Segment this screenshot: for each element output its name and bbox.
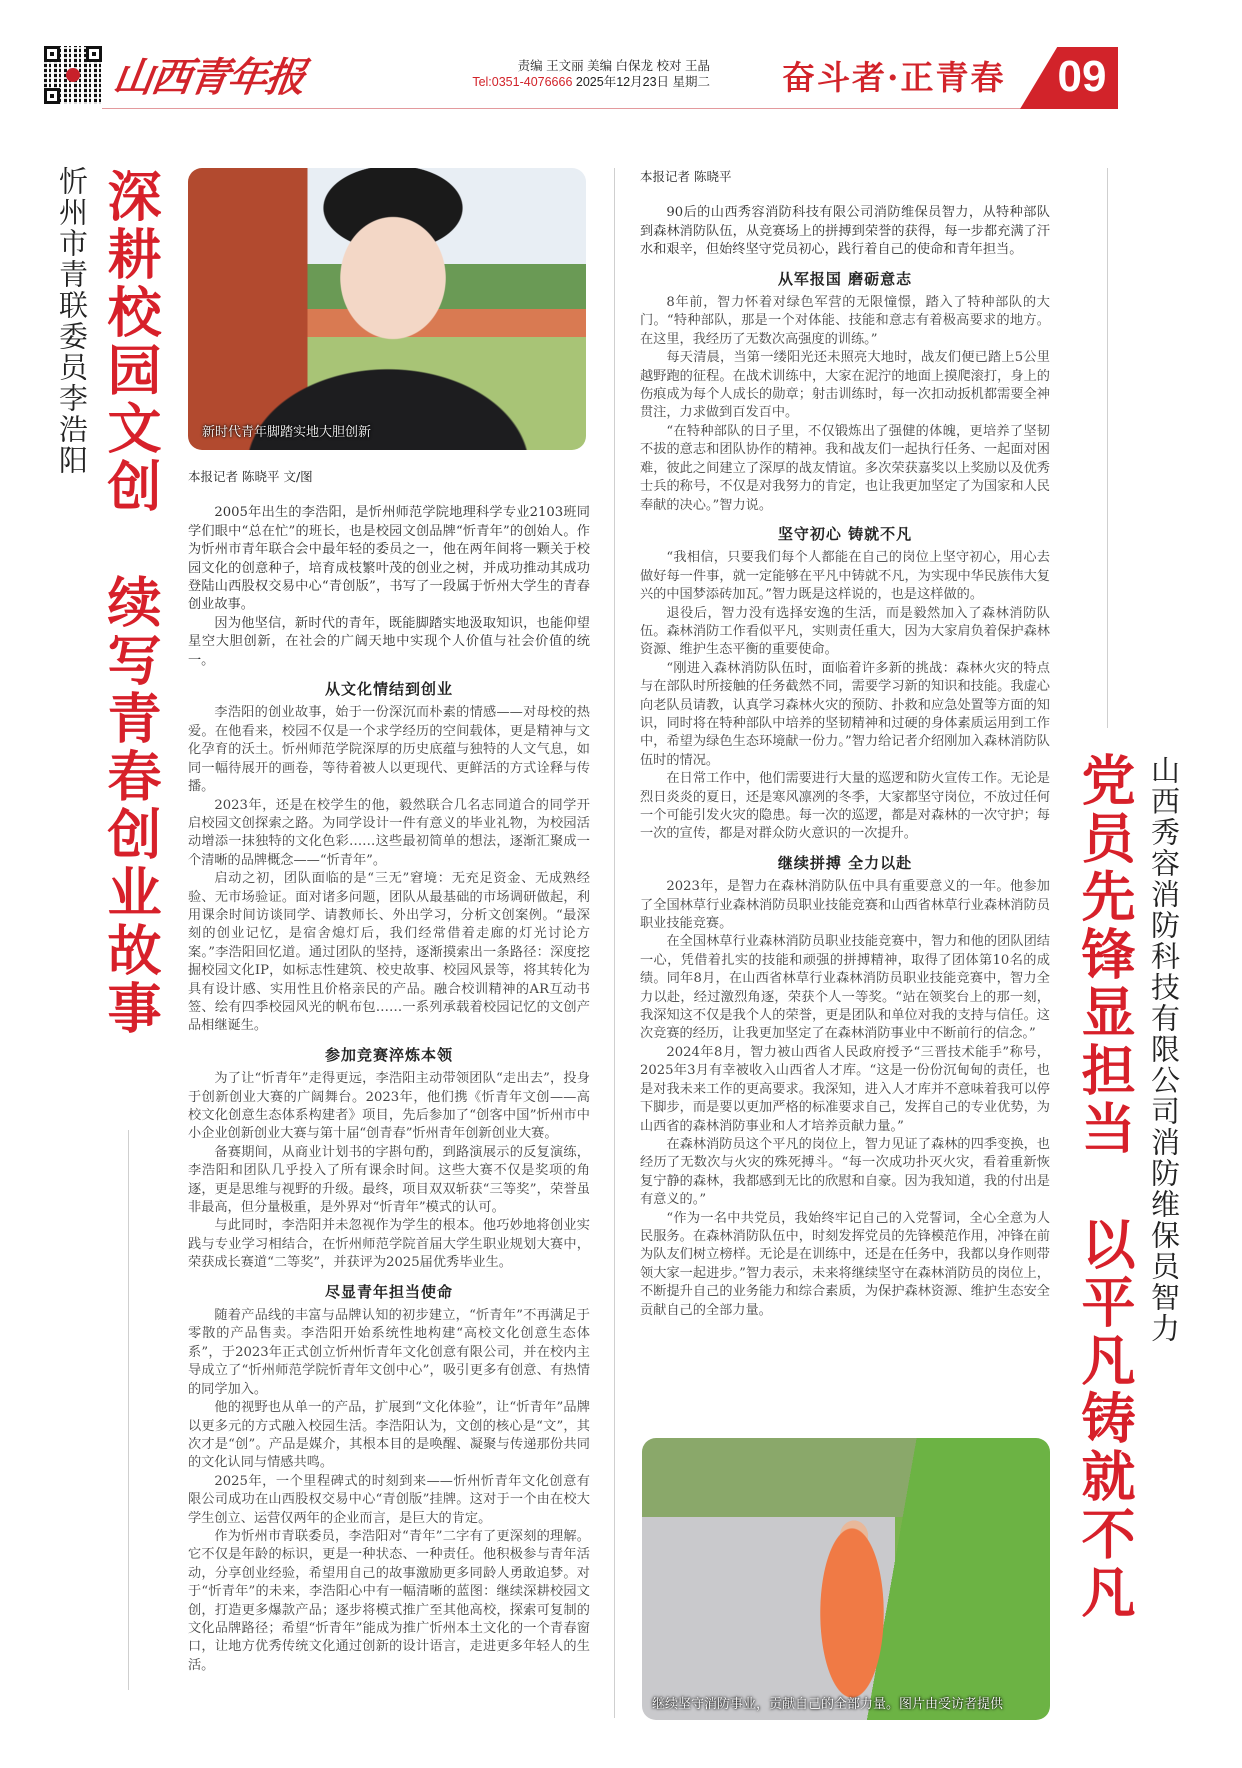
center-column-divider bbox=[614, 168, 615, 1718]
photo-li-haoyang bbox=[188, 168, 586, 450]
left-story-headline: 深耕校园文创 续写青春创业故事 bbox=[99, 168, 162, 1038]
masthead bbox=[0, 0, 1242, 130]
qr-code-icon[interactable] bbox=[44, 46, 102, 104]
paragraph: 2023年，还是在校学生的他，毅然联合几名志同道合的同学开启校园文创探索之路。为同学设计一件有意义的毕业礼物，为校园活动增添一抹独特的文化色彩……这些最初简单的想法，逐渐汇聚成一个清晰的品牌概念——“忻青年”。 bbox=[188, 797, 590, 868]
section-heading: 尽显青年担当使命 bbox=[324, 1282, 453, 1301]
lead-paragraph: 因为他坚信，新时代的青年，既能脚踏实地汲取知识，也能仰望星空大胆创新，在社会的广阔天地中实现个人价值与社会价值的统一。 bbox=[188, 615, 590, 668]
left-column-divider bbox=[128, 1130, 129, 1690]
paragraph: 为了让“忻青年”走得更远，李浩阳主动带领团队“走出去”，投身于创新创业大赛的广阔舞台。2023年，他们携《忻青年文创——高校文化创意生态体系构建者》项目，先后参加了“创客中国”忻州市中小企业创新创业大赛与第十届“创青春”忻州青年创新创业大赛。 bbox=[188, 1071, 590, 1142]
section-heading: 从军报国 磨砺意志 bbox=[777, 269, 913, 288]
left-story-subtitle: 忻州市青联委员李浩阳 bbox=[55, 166, 89, 476]
section-title: 奋斗者·正青春 bbox=[782, 58, 1006, 97]
paragraph: 备赛期间，从商业计划书的字斟句酌，到路演展示的反复演练，李浩阳和团队几乎投入了所有课余时间。这些大赛不仅是奖项的角逐，更是思维与视野的升级。最终，项目双双斩获“三等奖”，荣誉虽非最高，但分量极重，是外界对“忻青年”模式的认可。 bbox=[188, 1144, 590, 1216]
page-number: 09 bbox=[1057, 52, 1107, 101]
right-article bbox=[640, 168, 1050, 1320]
paragraph: 退役后，智力没有选择安逸的生活，而是毅然加入了森林消防队伍。森林消防工作看似平凡，实则责任重大，因为大家肩负着保护森林资源、维护生态平衡的重要使命。 bbox=[640, 605, 1050, 658]
section-heading: 从文化情结到创业 bbox=[324, 680, 453, 699]
lead-paragraph: 90后的山西秀容消防科技有限公司消防维保员智力，从特种部队到森林消防队伍，从竞赛场上的拼搏到荣誉的获得，每一步都充满了汗水和艰辛，但始终坚守党员初心，践行着自己的使命和青年担当。 bbox=[640, 205, 1050, 258]
paragraph: 2025年，一个里程碑式的时刻到来——忻州忻青年文化创意有限公司成功在山西股权交易中心“青创版”挂牌。这对于一个由在校大学生创立、运营仅两年的企业而言，是巨大的肯定。 bbox=[188, 1473, 590, 1526]
paragraph: “在特种部队的日子里，不仅锻炼出了强健的体魄，更培养了坚韧不拔的意志和团队协作的精神。我和战友们一起执行任务、一起面对困难，彼此之间建立了深厚的战友情谊。多次荣获嘉奖以上奖励以及优秀士兵的称号，不仅是对我努力的肯定，也让我更加坚定了为国家和人民奉献的决心。”智力说。 bbox=[640, 423, 1050, 513]
paragraph: 李浩阳的创业故事，始于一份深沉而朴素的情感——对母校的热爱。在他看来，校园不仅是一个求学经历的空间载体，更是精神与文化孕育的沃土。忻州师范学院深厚的历史底蕴与独特的人文气息，如同一幅待展开的画卷，等待着被人以更现代、更鲜活的方式诠释与传播。 bbox=[188, 705, 590, 795]
lead-paragraph: 2005年出生的李浩阳，是忻州师范学院地理科学专业2103班同学们眼中“总在忙”的班长，也是校园文创品牌“忻青年”的创始人。作为忻州市青年联合会中最年轻的委员之一，他在两年间将一颗关于校园文化的创意种子，培育成枝繁叶茂的创业之树，并成功推动其成功登陆山西股权交易中心“青创版”，书写了一段属于忻州大学生的青春创业故事。 bbox=[188, 505, 590, 613]
right-column-divider bbox=[1107, 168, 1108, 728]
paragraph: 随着产品线的丰富与品牌认知的初步建立，“忻青年”不再满足于零散的产品售卖。李浩阳开始系统性地构建“高校文化创意生态体系”，于2023年正式创立忻州忻青年文化创意有限公司，并在校内主导成立了“忻州师范学院忻青年文创中心”，吸引更多有创意、有热情的同学加入。 bbox=[188, 1308, 590, 1397]
paragraph: 他的视野也从单一的产品，扩展到“文化体验”，让“忻青年”品牌以更多元的方式融入校园生活。李浩阳认为，文创的核心是“文”，其次才是“创”。产品是媒介，其根本目的是唤醒、凝聚与传递那份共同的文化认同与情感共鸣。 bbox=[188, 1400, 590, 1471]
issue-date: 2025年12月23日 星期二 bbox=[575, 75, 710, 89]
right-story-subtitle: 山西秀容消防科技有限公司消防维保员智力 bbox=[1147, 755, 1181, 1344]
newspaper-logo: 山西青年报 bbox=[110, 54, 307, 101]
paragraph: 2024年8月，智力被山西省人民政府授予“三晋技术能手”称号，2025年3月有幸被收入山西省人才库。“这是一份份沉甸甸的责任，也是对我未来工作的更高要求。我深知，进入人才库并不意味着我可以停下脚步，而是要以更加严格的标准要求自己，发挥自己的专业优势，为山西省的森林消防事业和人才培养贡献力量。” bbox=[640, 1044, 1050, 1134]
photo-caption: 新时代青年脚踏实地大胆创新 bbox=[202, 425, 372, 440]
section-heading: 参加竞赛淬炼本领 bbox=[324, 1045, 453, 1064]
photo-zhi-li-running bbox=[642, 1438, 1050, 1720]
paragraph: “刚进入森林消防队伍时，面临着许多新的挑战：森林火灾的特点与在部队时所接触的任务截然不同，需要学习新的知识和技能。我虚心向老队员请教，认真学习森林火灾的预防、扑救和应急处置等方面的知识，同时将在特种部队中培养的坚韧精神和过硬的身体素质运用到工作中，希望为绿色生态环境献一份力。”智力给记者介绍刚加入森林消防队伍时的情况。 bbox=[640, 660, 1050, 768]
paragraph: 在森林消防员这个平凡的岗位上，智力见证了森林的四季变换，也经历了无数次与火灾的殊死搏斗。“每一次成功扑灭火灾，看着重新恢复宁静的森林，我都感到无比的欣慰和自豪。因为我知道，我的付出是有意义的。” bbox=[640, 1136, 1050, 1208]
paragraph: 8年前，智力怀着对绿色军营的无限憧憬，踏入了特种部队的大门。“特种部队，那是一个对体能、技能和意志有着极高要求的地方。在这里，我经历了无数次高强度的训练。” bbox=[640, 295, 1050, 347]
left-article bbox=[188, 468, 590, 1675]
paragraph: 启动之初，团队面临的是“三无”窘境：无充足资金、无成熟经验、无市场验证。面对诸多问题，团队从最基础的市场调研做起，利用课余时间访谈同学、请教师长、外出学习，分析文创案例。“最深刻的创业记忆，是宿舍熄灯后，我们经常借着走廊的灯光讨论方案。”李浩阳回忆道。通过团队的坚持，逐渐摸索出一条路径：深度挖掘校园文化IP，如标志性建筑、校史故事、校园风景等，将其转化为具有设计感、实用性且价格亲民的产品。融合校训精神的AR互动书签、绘有四季校园风光的帆布包……一系列承载着校园记忆的文创产品相继诞生。 bbox=[188, 871, 590, 1034]
editor-line: 责编 王文丽 美编 白保龙 校对 王晶 bbox=[517, 59, 710, 73]
paragraph: 在全国林草行业森林消防员职业技能竞赛中，智力和他的团队团结一心，凭借着扎实的技能和顽强的拼搏精神，取得了团体第10名的成绩。同年8月，在山西省林草行业森林消防员职业技能竞赛中，智力全力以赴，经过激烈角逐，荣获个人一等奖。“站在领奖台上的那一刻，我深知这不仅是我个人的荣誉，更是团队和单位对我的支持与信任。这次竞赛的经历，让我更加坚定了在森林消防事业中不断前行的信念。” bbox=[640, 934, 1050, 1042]
paragraph: 作为忻州市青联委员，李浩阳对“青年”二字有了更深刻的理解。它不仅是年龄的标识，更是一种状态、一种责任。他积极参与青年活动，分享创业经验，希望用自己的故事激励更多同龄人勇敢追梦。对于“忻青年”的未来，李浩阳心中有一幅清晰的蓝图：继续深耕校园文创，打造更多爆款产品；逐步将模式推广至其他高校，探索可复制的文化品牌路径；希望“忻青年”能成为推广忻州本土文化的一个青春窗口，让地方优秀传统文化通过创新的设计语言，走进更多年轻人的生活。 bbox=[188, 1528, 590, 1673]
paragraph: 2023年，是智力在森林消防队伍中具有重要意义的一年。他参加了全国林草行业森林消防员职业技能竞赛和山西省林草行业森林消防员职业技能竞赛。 bbox=[640, 879, 1050, 932]
paragraph: “作为一名中共党员，我始终牢记自己的入党誓词，全心全意为人民服务。在森林消防队伍中，时刻发挥党员的先锋模范作用，冲锋在前为队友们树立榜样。无论是在训练中，还是在任务中，我都以身作则带领大家一起进步。”智力表示，未来将继续坚守在森林消防员的岗位上，不断提升自己的业务能力和综合素质，为保护森林资源、维护生态安全贡献自己的全部力量。 bbox=[640, 1210, 1050, 1318]
telephone: Tel:0351-4076666 bbox=[472, 75, 573, 89]
section-heading: 坚守初心 铸就不凡 bbox=[777, 524, 913, 543]
right-story-headline: 党员先锋显担当 以平凡铸就不凡 bbox=[1073, 752, 1136, 1622]
editor-credits bbox=[470, 58, 710, 90]
section-heading: 继续拼搏 全力以赴 bbox=[777, 853, 913, 872]
paragraph: 每天清晨，当第一缕阳光还未照亮大地时，战友们便已踏上5公里越野跑的征程。在战术训练中，大家在泥泞的地面上摸爬滚打，身上的伤痕成为每个人成长的勋章；射击训练时，每一次扣动扳机都需要全神贯注，力求做到百发百中。 bbox=[640, 350, 1050, 421]
header-divider bbox=[102, 108, 1102, 109]
photo-caption: 继续坚守消防事业，贡献自己的全部力量。图片由受访者提供 bbox=[652, 1697, 1004, 1712]
paragraph: 与此同时，李浩阳并未忽视作为学生的根本。他巧妙地将创业实践与专业学习相结合，在忻州师范学院首届大学生职业规划大赛中，荣获成长赛道“二等奖”，并获评为2025届优秀毕业生。 bbox=[188, 1218, 590, 1271]
paragraph: 在日常工作中，他们需要进行大量的巡逻和防火宣传工作。无论是烈日炎炎的夏日，还是寒风凛冽的冬季，大家都坚守岗位，不放过任何一个可能引发火灾的隐患。每一次的巡逻，都是对森林的一次守护；每一次的宣传，都是对群众防火意识的一次提升。 bbox=[640, 771, 1050, 842]
paragraph: “我相信，只要我们每个人都能在自己的岗位上坚守初心，用心去做好每一件事，就一定能够在平凡中铸就不凡，为实现中华民族伟大复兴的中国梦添砖加瓦。”智力既是这样说的，也是这样做的。 bbox=[640, 550, 1050, 603]
byline: 本报记者 陈晓平 bbox=[640, 169, 732, 184]
byline: 本报记者 陈晓平 文/图 bbox=[188, 469, 313, 484]
